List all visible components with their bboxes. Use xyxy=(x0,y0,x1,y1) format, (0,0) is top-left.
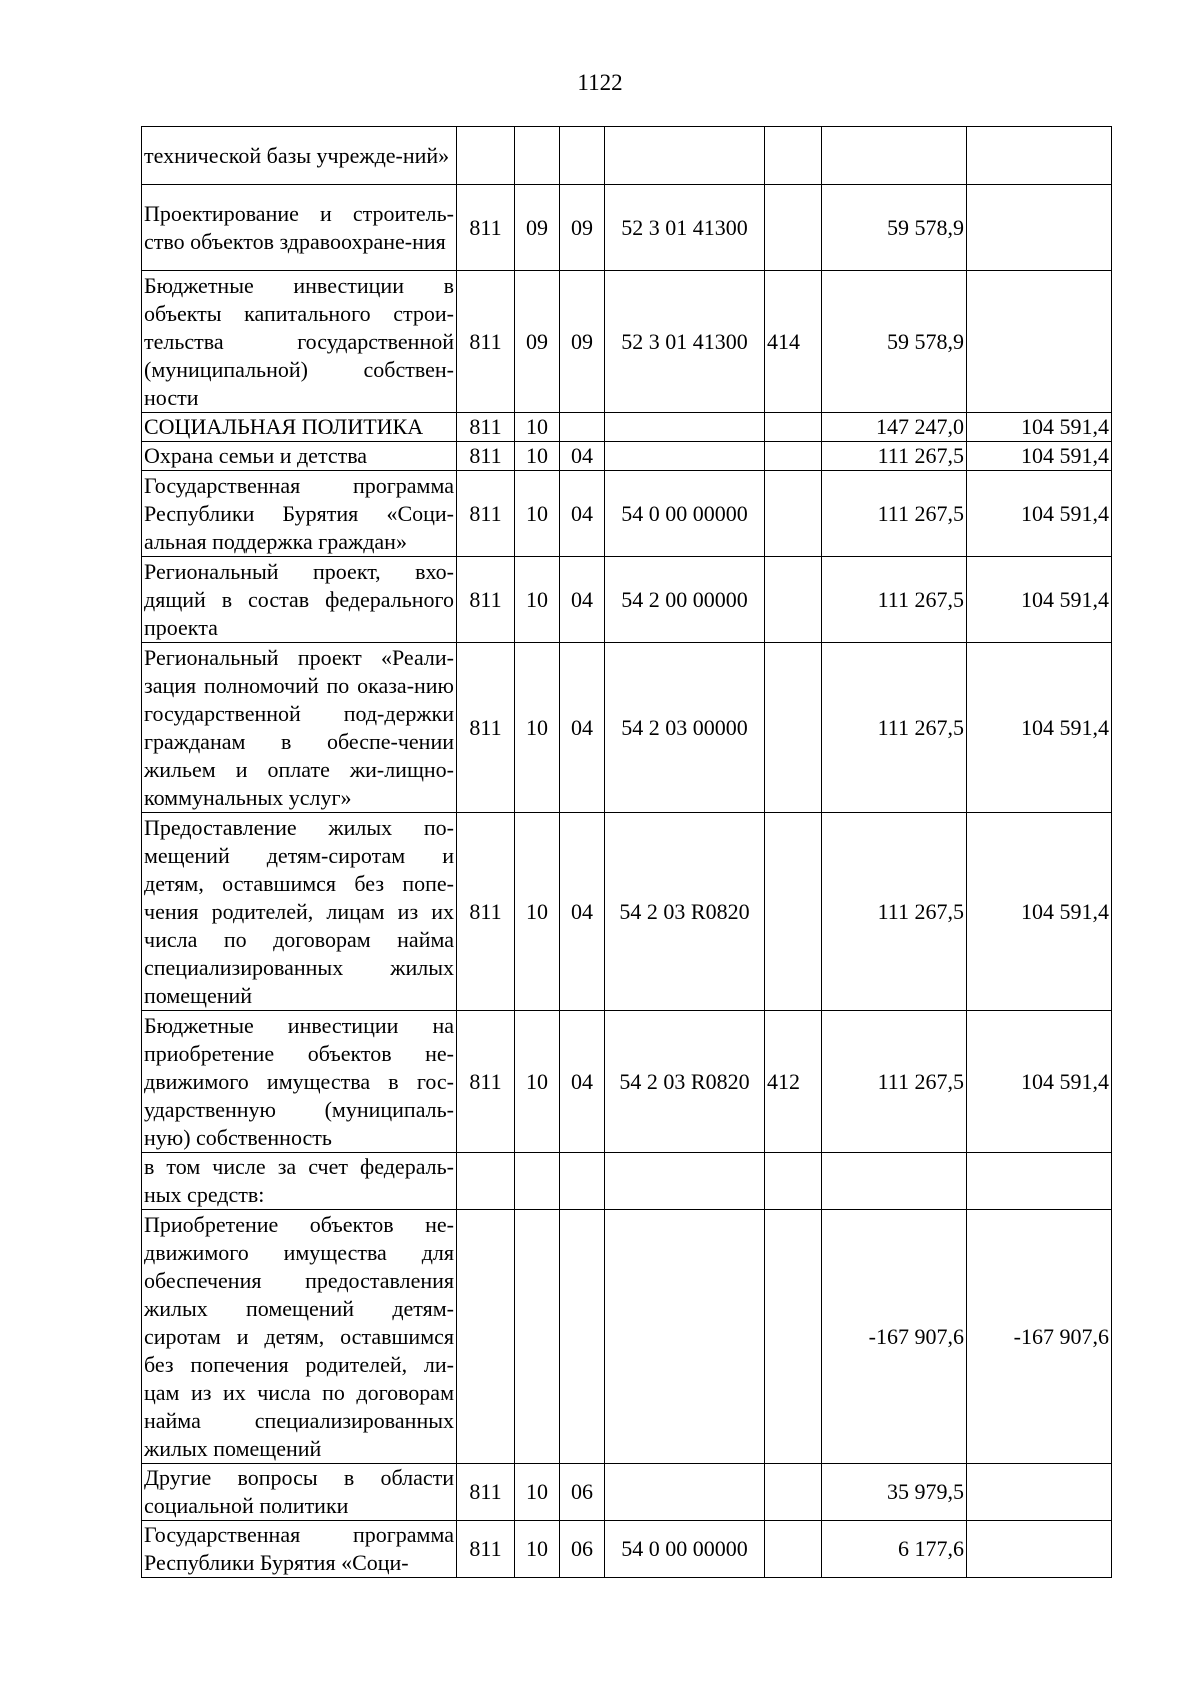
row-name: СОЦИАЛЬНАЯ ПОЛИТИКА xyxy=(142,413,457,442)
row-vr xyxy=(765,1464,822,1521)
row-pr xyxy=(560,127,605,185)
row-vr xyxy=(765,442,822,471)
row-sum-1: 59 578,9 xyxy=(822,185,967,271)
row-rz xyxy=(515,1153,560,1210)
table-row xyxy=(142,1210,1112,1464)
row-vr: 414 xyxy=(765,271,822,413)
row-sum-2: 104 591,4 xyxy=(967,813,1112,1011)
row-sum-1: 111 267,5 xyxy=(822,813,967,1011)
row-pr xyxy=(560,1210,605,1464)
row-sum-1: -167 907,6 xyxy=(822,1210,967,1464)
table-row xyxy=(142,1521,1112,1578)
row-vr xyxy=(765,127,822,185)
row-vr xyxy=(765,557,822,643)
table-row xyxy=(142,471,1112,557)
budget-table xyxy=(141,126,1112,1578)
row-sum-1: 111 267,5 xyxy=(822,471,967,557)
table-row xyxy=(142,1464,1112,1521)
row-rz: 10 xyxy=(515,413,560,442)
row-gr xyxy=(457,127,515,185)
row-vr xyxy=(765,471,822,557)
table-row xyxy=(142,1011,1112,1153)
row-pr: 04 xyxy=(560,442,605,471)
row-sum-2: 104 591,4 xyxy=(967,557,1112,643)
row-rz: 09 xyxy=(515,185,560,271)
row-name: технической базы учрежде-ний» xyxy=(142,127,457,185)
row-rz: 10 xyxy=(515,471,560,557)
row-pr xyxy=(560,413,605,442)
row-vr xyxy=(765,813,822,1011)
table-row xyxy=(142,442,1112,471)
row-name: Региональный проект «Реали-зация полномочий по оказа-нию государственной под-держки гражданам в обеспе-чении жильем и оплате жи-лищно-коммунальных услуг» xyxy=(142,643,457,813)
row-pr: 06 xyxy=(560,1521,605,1578)
row-sum-1: 111 267,5 xyxy=(822,557,967,643)
row-gr: 811 xyxy=(457,413,515,442)
table-row xyxy=(142,643,1112,813)
row-rz xyxy=(515,1210,560,1464)
row-name: Государственная программа Республики Бурятия «Соци- xyxy=(142,1521,457,1578)
row-gr: 811 xyxy=(457,1464,515,1521)
row-rz: 10 xyxy=(515,813,560,1011)
row-csr: 54 2 03 R0820 xyxy=(605,1011,765,1153)
row-pr: 04 xyxy=(560,471,605,557)
row-gr xyxy=(457,1153,515,1210)
row-name: Бюджетные инвестиции в объекты капитального строи-тельства государственной (муниципальной) собствен-ности xyxy=(142,271,457,413)
row-csr: 54 2 03 R0820 xyxy=(605,813,765,1011)
row-csr xyxy=(605,1464,765,1521)
row-sum-1 xyxy=(822,127,967,185)
page-number: 1122 xyxy=(577,70,623,95)
row-sum-2: 104 591,4 xyxy=(967,643,1112,813)
row-sum-1: 147 247,0 xyxy=(822,413,967,442)
row-sum-2 xyxy=(967,127,1112,185)
row-sum-2 xyxy=(967,1521,1112,1578)
row-name: Другие вопросы в области социальной политики xyxy=(142,1464,457,1521)
row-sum-2: 104 591,4 xyxy=(967,471,1112,557)
row-sum-2 xyxy=(967,1464,1112,1521)
row-rz: 10 xyxy=(515,442,560,471)
row-pr: 09 xyxy=(560,185,605,271)
row-csr: 54 0 00 00000 xyxy=(605,1521,765,1578)
row-pr: 09 xyxy=(560,271,605,413)
row-gr: 811 xyxy=(457,185,515,271)
row-vr xyxy=(765,643,822,813)
row-vr xyxy=(765,185,822,271)
row-sum-2 xyxy=(967,1153,1112,1210)
table-row xyxy=(142,813,1112,1011)
row-name: Проектирование и строитель-ство объектов здравоохране-ния xyxy=(142,185,457,271)
row-rz: 09 xyxy=(515,271,560,413)
row-sum-2: -167 907,6 xyxy=(967,1210,1112,1464)
row-gr: 811 xyxy=(457,471,515,557)
row-rz: 10 xyxy=(515,1464,560,1521)
table-row xyxy=(142,127,1112,185)
table-row xyxy=(142,185,1112,271)
row-csr xyxy=(605,1153,765,1210)
row-sum-2: 104 591,4 xyxy=(967,413,1112,442)
table-row xyxy=(142,413,1112,442)
row-name: Охрана семьи и детства xyxy=(142,442,457,471)
row-sum-1: 6 177,6 xyxy=(822,1521,967,1578)
row-sum-2 xyxy=(967,185,1112,271)
row-gr xyxy=(457,1210,515,1464)
row-vr: 412 xyxy=(765,1011,822,1153)
row-gr: 811 xyxy=(457,1011,515,1153)
row-csr xyxy=(605,1210,765,1464)
row-sum-1 xyxy=(822,1153,967,1210)
row-name: Приобретение объектов не-движимого имущества для обеспечения предоставления жилых помещений детям-сиротам и детям, оставшимся без попечения родителей, ли-цам из их числа по договорам найма специализированных жилых помещений xyxy=(142,1210,457,1464)
row-sum-1: 111 267,5 xyxy=(822,1011,967,1153)
row-csr: 54 2 00 00000 xyxy=(605,557,765,643)
row-csr xyxy=(605,442,765,471)
row-vr xyxy=(765,1153,822,1210)
row-pr xyxy=(560,1153,605,1210)
row-csr: 52 3 01 41300 xyxy=(605,271,765,413)
row-csr xyxy=(605,413,765,442)
row-csr: 52 3 01 41300 xyxy=(605,185,765,271)
row-csr: 54 0 00 00000 xyxy=(605,471,765,557)
row-sum-1: 111 267,5 xyxy=(822,643,967,813)
row-csr xyxy=(605,127,765,185)
row-sum-1: 59 578,9 xyxy=(822,271,967,413)
row-rz: 10 xyxy=(515,1011,560,1153)
row-name: Бюджетные инвестиции на приобретение объектов не-движимого имущества в гос-ударственную (муниципаль-ную) собственность xyxy=(142,1011,457,1153)
row-sum-1: 35 979,5 xyxy=(822,1464,967,1521)
row-rz xyxy=(515,127,560,185)
row-sum-1: 111 267,5 xyxy=(822,442,967,471)
row-name: Предоставление жилых по-мещений детям-сиротам и детям, оставшимся без попе-чения родителей, лицам из их числа по договорам найма специализированных жилых помещений xyxy=(142,813,457,1011)
row-gr: 811 xyxy=(457,643,515,813)
row-csr: 54 2 03 00000 xyxy=(605,643,765,813)
table-row xyxy=(142,271,1112,413)
row-name: в том числе за счет федераль-ных средств: xyxy=(142,1153,457,1210)
table-row xyxy=(142,1153,1112,1210)
row-vr xyxy=(765,1521,822,1578)
row-rz: 10 xyxy=(515,557,560,643)
row-sum-2 xyxy=(967,271,1112,413)
row-gr: 811 xyxy=(457,1521,515,1578)
row-name: Региональный проект, вхо-дящий в состав федерального проекта xyxy=(142,557,457,643)
table-row xyxy=(142,557,1112,643)
row-rz: 10 xyxy=(515,643,560,813)
row-name: Государственная программа Республики Бурятия «Соци-альная поддержка граждан» xyxy=(142,471,457,557)
row-gr: 811 xyxy=(457,557,515,643)
row-sum-2: 104 591,4 xyxy=(967,1011,1112,1153)
row-gr: 811 xyxy=(457,442,515,471)
row-pr: 06 xyxy=(560,1464,605,1521)
row-gr: 811 xyxy=(457,813,515,1011)
row-rz: 10 xyxy=(515,1521,560,1578)
row-vr xyxy=(765,1210,822,1464)
row-pr: 04 xyxy=(560,813,605,1011)
row-pr: 04 xyxy=(560,557,605,643)
row-sum-2: 104 591,4 xyxy=(967,442,1112,471)
row-vr xyxy=(765,413,822,442)
row-gr: 811 xyxy=(457,271,515,413)
row-pr: 04 xyxy=(560,1011,605,1153)
row-pr: 04 xyxy=(560,643,605,813)
